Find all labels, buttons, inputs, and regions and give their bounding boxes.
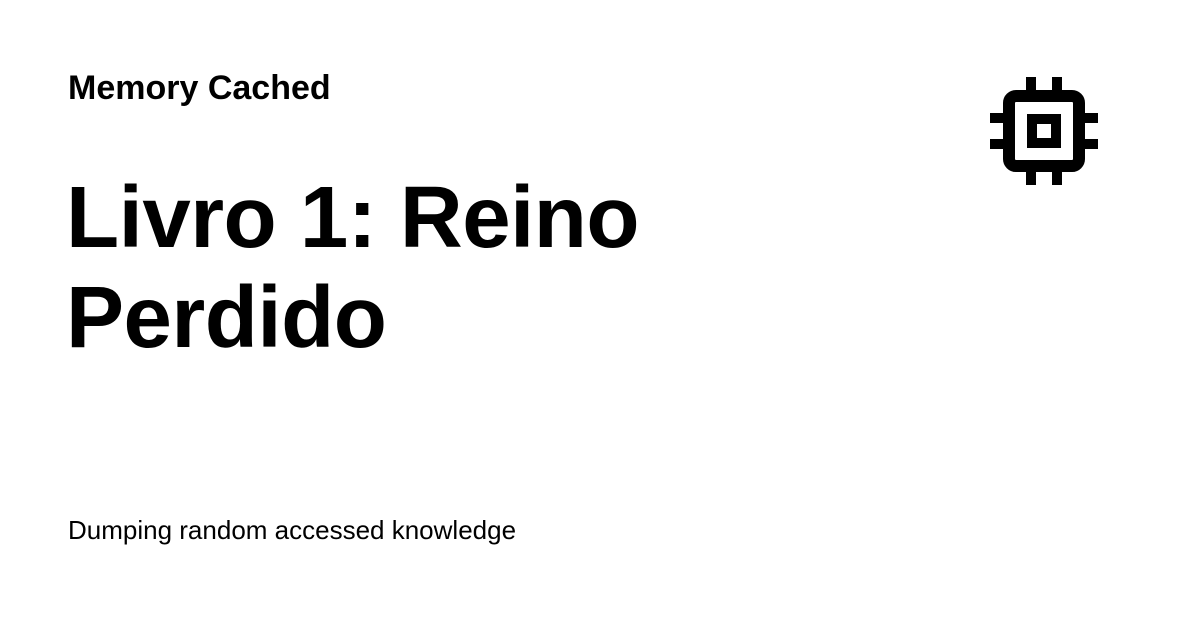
- cpu-chip-icon: [990, 77, 1098, 185]
- post-title: Livro 1: Reino Perdido: [66, 169, 640, 366]
- site-name: Memory Cached: [68, 69, 331, 107]
- site-tagline: Dumping random accessed knowledge: [68, 515, 517, 545]
